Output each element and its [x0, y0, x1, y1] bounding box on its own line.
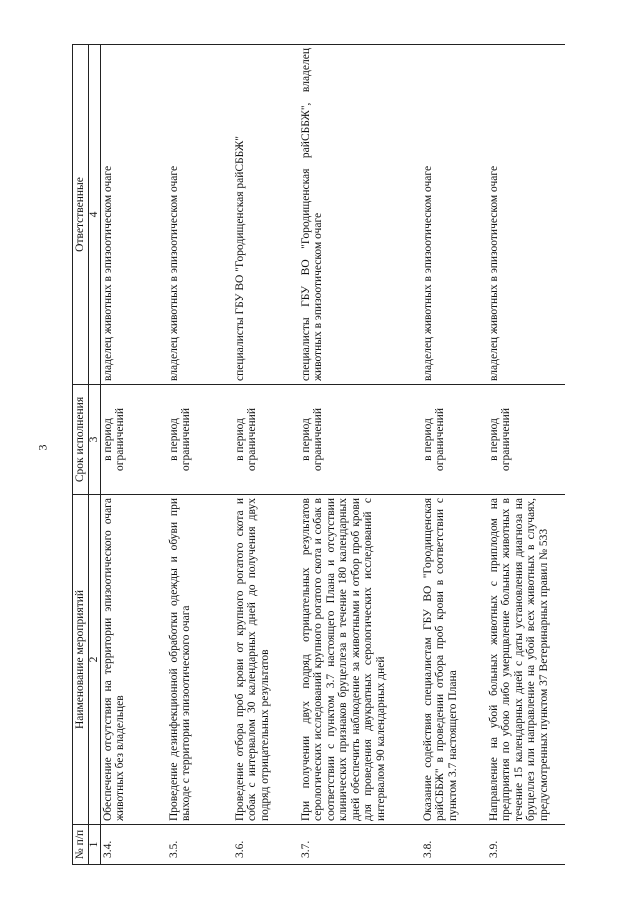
- table-row: [421, 45, 487, 865]
- column-number-row: [88, 45, 100, 865]
- measure-responsible: специалисты ГБУ ВО "Городищенская райСББЖ": [233, 45, 299, 385]
- page-number: 3: [35, 444, 50, 451]
- col-number: 3: [88, 385, 100, 495]
- measure-name: Оказание содействия специалистам ГБУ ВО "Городищенская райСББЖ" в проведении отбора проб крови в соответствии с пунктом 3.7 настоящего Плана: [421, 495, 487, 825]
- col-number: 1: [88, 825, 100, 865]
- table-row: [233, 45, 299, 865]
- measures-table: [72, 44, 565, 865]
- table-header-row: [73, 45, 89, 865]
- col-number: 4: [88, 45, 100, 385]
- measure-name: Проведение дезинфекционной обработки одежды и обуви при выходе с территории эпизоотического очага: [167, 495, 233, 825]
- header-responsible: Ответственные: [73, 45, 89, 385]
- measure-term: в период ограничений: [167, 385, 233, 495]
- measure-term: в период ограничений: [487, 385, 565, 495]
- measure-responsible: владелец животных в эпизоотическом очаге: [421, 45, 487, 385]
- table-row: [100, 45, 167, 865]
- table-row: [487, 45, 565, 865]
- measure-term: в период ограничений: [233, 385, 299, 495]
- measure-responsible: владелец животных в эпизоотическом очаге: [167, 45, 233, 385]
- row-number: 3.8.: [421, 825, 487, 865]
- header-num: № п/п: [73, 825, 89, 865]
- measure-name: Направление на убой больных животных с приплодом на предприятия по убою либо умерщвление больных животных в течение 15 календарных дней с даты установления диагноза на бруцеллез или направление на убой всех животных в случаях, предусмотренных пунктом 37 Ветеринарных правил № 533: [487, 495, 565, 825]
- row-number: 3.6.: [233, 825, 299, 865]
- row-number: 3.4.: [100, 825, 167, 865]
- header-term: Срок исполнения: [73, 385, 89, 495]
- measure-term: в период ограничений: [100, 385, 167, 495]
- measure-name: Проведение отбора проб крови от крупного рогатого скота и собак с интервалом 30 календарных дней до получения двух подряд отрицательных результатов: [233, 495, 299, 825]
- header-name: Наименование мероприятий: [73, 495, 89, 825]
- col-number: 2: [88, 495, 100, 825]
- table-row: [299, 45, 421, 865]
- measure-responsible: владелец животных в эпизоотическом очаге: [100, 45, 167, 385]
- measure-responsible: владелец животных в эпизоотическом очаге: [487, 45, 565, 385]
- table-row: [167, 45, 233, 865]
- measure-responsible: специалисты ГБУ ВО "Городищенская райСББЖ", владелец животных в эпизоотическом очаге: [299, 45, 421, 385]
- row-number: 3.7.: [299, 825, 421, 865]
- measure-term: в период ограничений: [421, 385, 487, 495]
- measure-name: Обеспечение отсутствия на территории эпизоотического очага животных без владельцев: [100, 495, 167, 825]
- measure-name: При получении двух подряд отрицательных результатов серологических исследований крупного рогатого скота и собак в соответствии с пунктом 3.7 настоящего Плана и отсутствии клинических признаков бруцеллеза в течение 180 календарных дней обеспечить наблюдение за животными и отбор проб крови для проведения двукратных серологических исследований с интервалом 90 календарных дней: [299, 495, 421, 825]
- row-number: 3.9.: [487, 825, 565, 865]
- row-number: 3.5.: [167, 825, 233, 865]
- measure-term: в период ограничений: [299, 385, 421, 495]
